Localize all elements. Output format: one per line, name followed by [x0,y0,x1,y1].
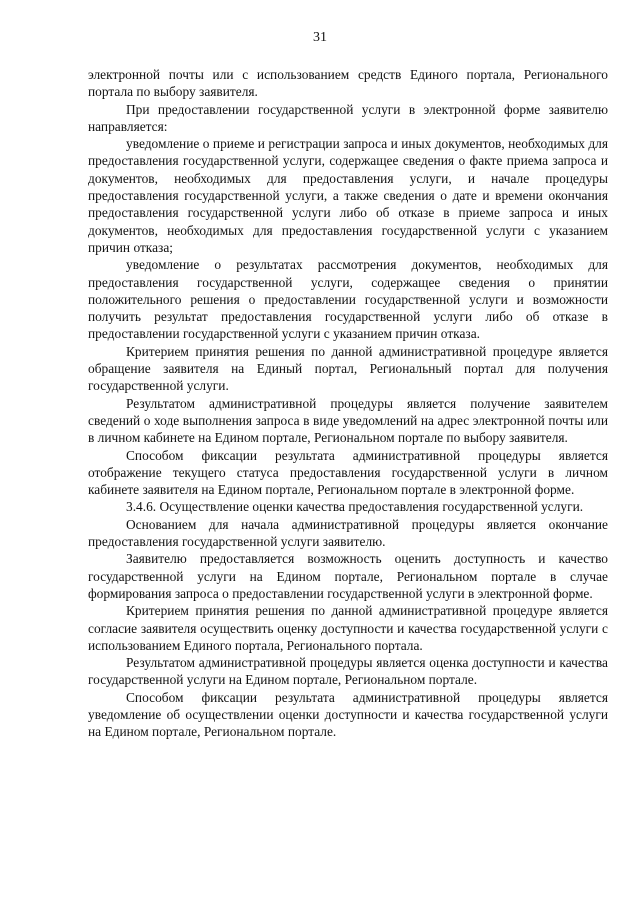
document-body [88,66,608,741]
paragraph-rating-fixation: Способом фиксации результата административной процедуры является уведомление об осуществлении оценки доступности и качества государственной услуги на Едином портале, Региональном портале. [88,689,608,740]
paragraph-fixation-method: Способом фиксации результата административной процедуры является отображение текущего статуса предоставления государственной услуги в личном кабинете заявителя на Едином портале, Региональном портале в электронной форме. [88,447,608,498]
paragraph-receipt-notification: уведомление о приеме и регистрации запроса и иных документов, необходимых для предоставления государственной услуги, содержащее сведения о факте приема запроса и документов, необходимых для предоставления услуги, и начале процедуры предоставления государственной услуги, а также сведения о дате и времени окончания предоставления государственной услуги либо об отказе в приеме запроса и иных документов, необходимых для предоставления государственной услуги с указанием причин отказа; [88,136,608,255]
section-heading-3-4-6: 3.4.6. Осуществление оценки качества предоставления государственной услуги. [126,499,584,515]
paragraph-decision-criterion: Критерием принятия решения по данной административной процедуре является обращение заявителя на Единый портал, Региональный портал для получения государственной услуги. [88,343,608,394]
paragraph-results-notification: уведомление о результатах рассмотрения документов, необходимых для предоставления государственной услуги, содержащее сведения о принятии положительного решения о предоставлении государственной услуги и возможности получить результат предоставления государственной услуги либо об отказе в предоставлении государственной услуги с указанием причин отказа. [88,257,608,342]
paragraph-rating-result: Результатом административной процедуры является оценка доступности и качества государственной услуги на Едином портале, Региональном портале. [88,655,608,688]
page-number: 31 [313,30,327,45]
paragraph-procedure-result: Результатом административной процедуры является получение заявителем сведений о ходе выполнения запроса в виде уведомлений на адрес электронной почты или в личном кабинете на Едином портале, Региональном портале по выбору заявителя. [88,395,608,446]
paragraph-continuation: электронной почты или с использованием средств Единого портала, Регионального портала по выбору заявителя. [88,67,608,100]
paragraph-electronic-form-notice: При предоставлении государственной услуги в электронной форме заявителю направляется: [88,101,608,134]
paragraph-rating-opportunity: Заявителю предоставляется возможность оценить доступность и качество государственной услуги на Едином портале, Региональном портале в случае формирования запроса о предоставлении государственной услуги в электронной форме. [88,551,608,601]
paragraph-procedure-basis: Основанием для начала административной процедуры является окончание предоставления государственной услуги заявителю. [88,516,608,550]
paragraph-rating-criterion: Критерием принятия решения по данной административной процедуре является согласие заявителя осуществить оценку доступности и качества государственной услуги с использованием Единого портала, Регионального портала. [88,603,608,653]
